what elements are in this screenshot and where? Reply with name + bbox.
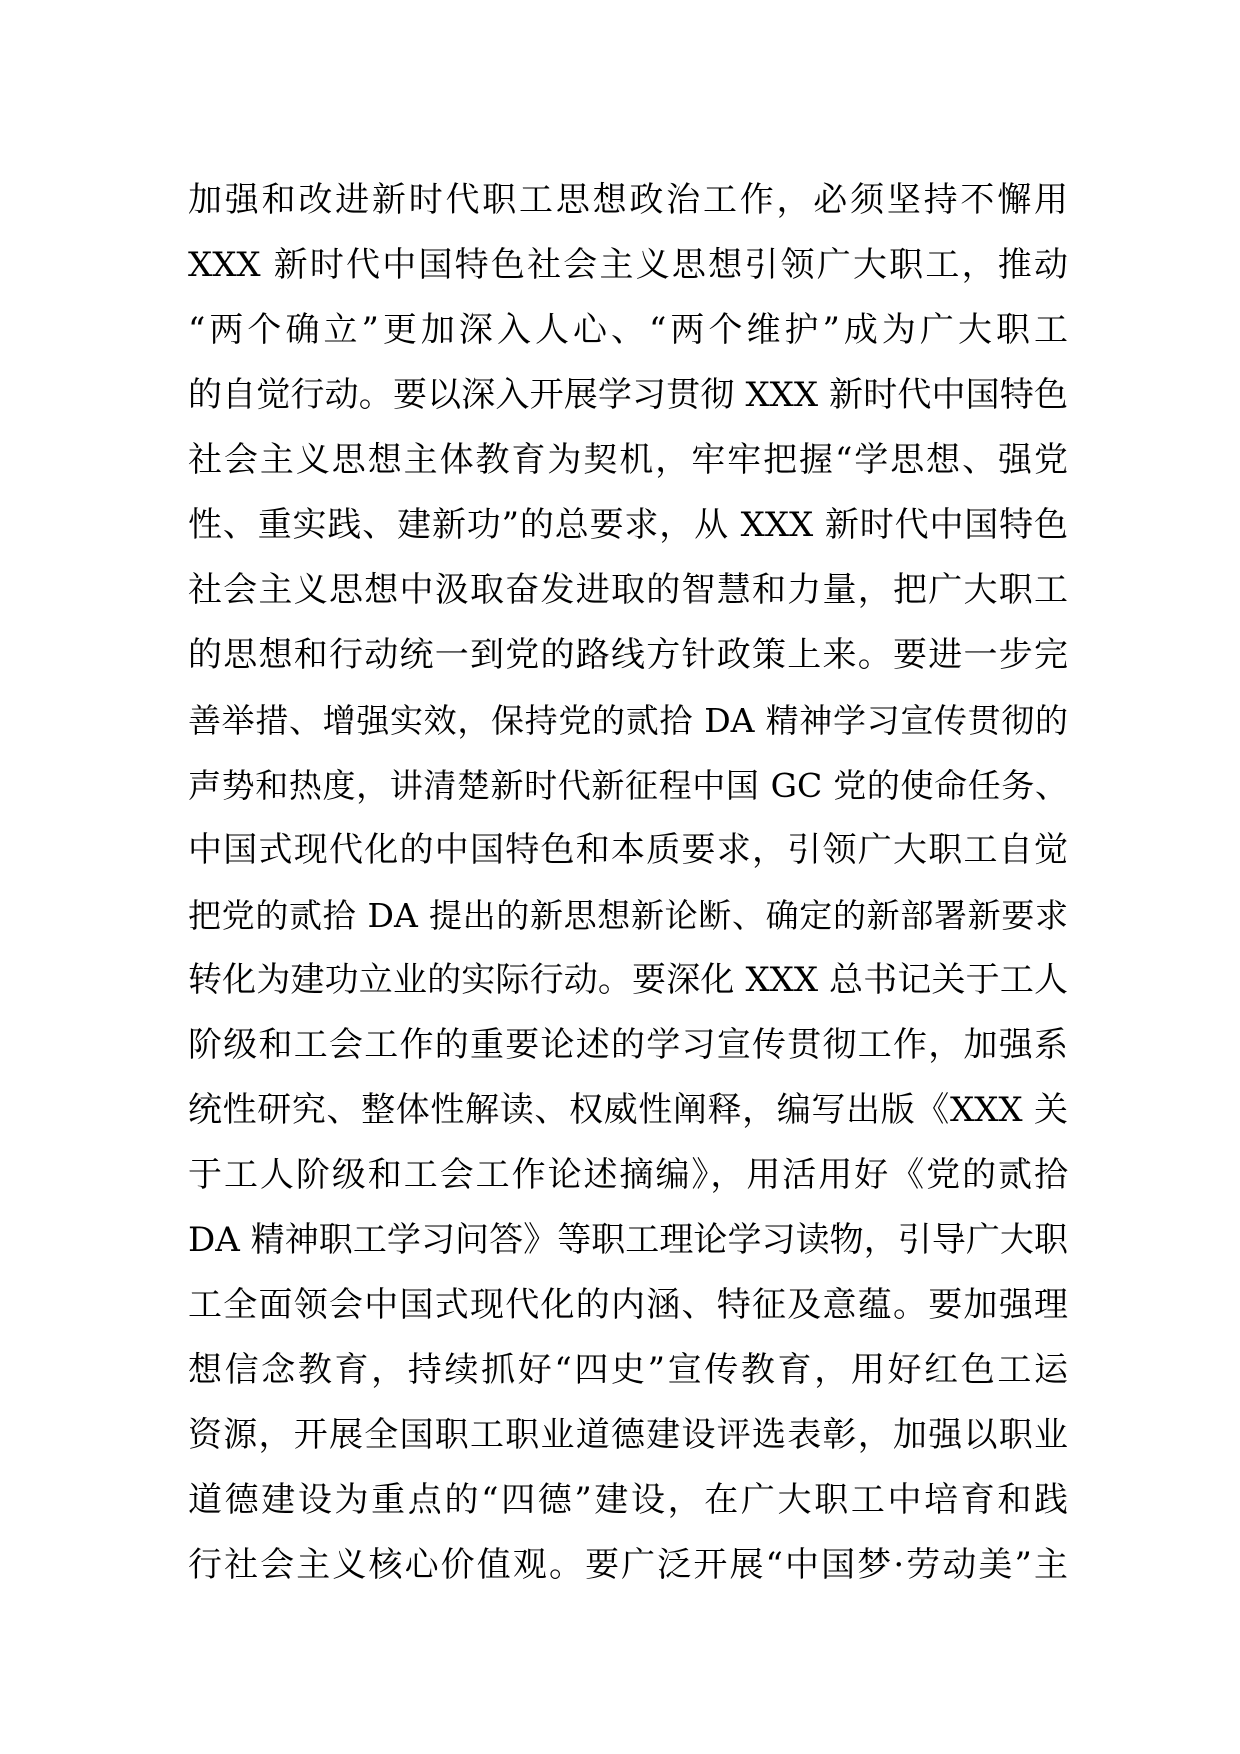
text-line: 工全面领会中国式现代化的内涵、特征及意蕴。要加强理 <box>188 1285 1068 1325</box>
text-line: 道德建设为重点的“四德”建设，在广大职工中培育和践 <box>188 1480 1068 1520</box>
text-line: 资源，开展全国职工职业道德建设评选表彰，加强以职业 <box>188 1415 1068 1455</box>
text-line: 行社会主义核心价值观。要广泛开展“中国梦·劳动美”主 <box>188 1545 1068 1585</box>
text-line: 加强和改进新时代职工思想政治工作，必须坚持不懈用 <box>188 180 1068 220</box>
body-paragraph <box>188 168 1068 1598</box>
text-line: 的自觉行动。要以深入开展学习贯彻 XXX 新时代中国特色 <box>188 375 1068 415</box>
text-line: 想信念教育，持续抓好“四史”宣传教育，用好红色工运 <box>188 1350 1068 1390</box>
text-line: 性、重实践、建新功”的总要求，从 XXX 新时代中国特色 <box>188 505 1068 545</box>
text-line: 统性研究、整体性解读、权威性阐释，编写出版《XXX 关 <box>188 1090 1068 1130</box>
text-line: “两个确立”更加深入人心、“两个维护”成为广大职工 <box>188 310 1068 350</box>
text-line: 转化为建功立业的实际行动。要深化 XXX 总书记关于工人 <box>188 960 1068 1000</box>
text-line: 阶级和工会工作的重要论述的学习宣传贯彻工作，加强系 <box>188 1025 1068 1065</box>
text-line: 社会主义思想中汲取奋发进取的智慧和力量，把广大职工 <box>188 570 1068 610</box>
text-line: 于工人阶级和工会工作论述摘编》，用活用好《党的贰拾 <box>188 1155 1068 1195</box>
text-line: 社会主义思想主体教育为契机，牢牢把握“学思想、强党 <box>188 440 1068 480</box>
text-line: 声势和热度，讲清楚新时代新征程中国 GC 党的使命任务、 <box>188 766 1068 805</box>
text-line: 中国式现代化的中国特色和本质要求，引领广大职工自觉 <box>188 830 1068 870</box>
text-line: 的思想和行动统一到党的路线方针政策上来。要进一步完 <box>188 635 1068 675</box>
text-line: 把党的贰拾 DA 提出的新思想新论断、确定的新部署新要求 <box>188 896 1068 935</box>
text-line: 善举措、增强实效，保持党的贰拾 DA 精神学习宣传贯彻的 <box>188 701 1068 740</box>
text-line: XXX 新时代中国特色社会主义思想引领广大职工，推动 <box>188 245 1068 285</box>
text-line: DA 精神职工学习问答》等职工理论学习读物，引导广大职 <box>188 1220 1068 1260</box>
